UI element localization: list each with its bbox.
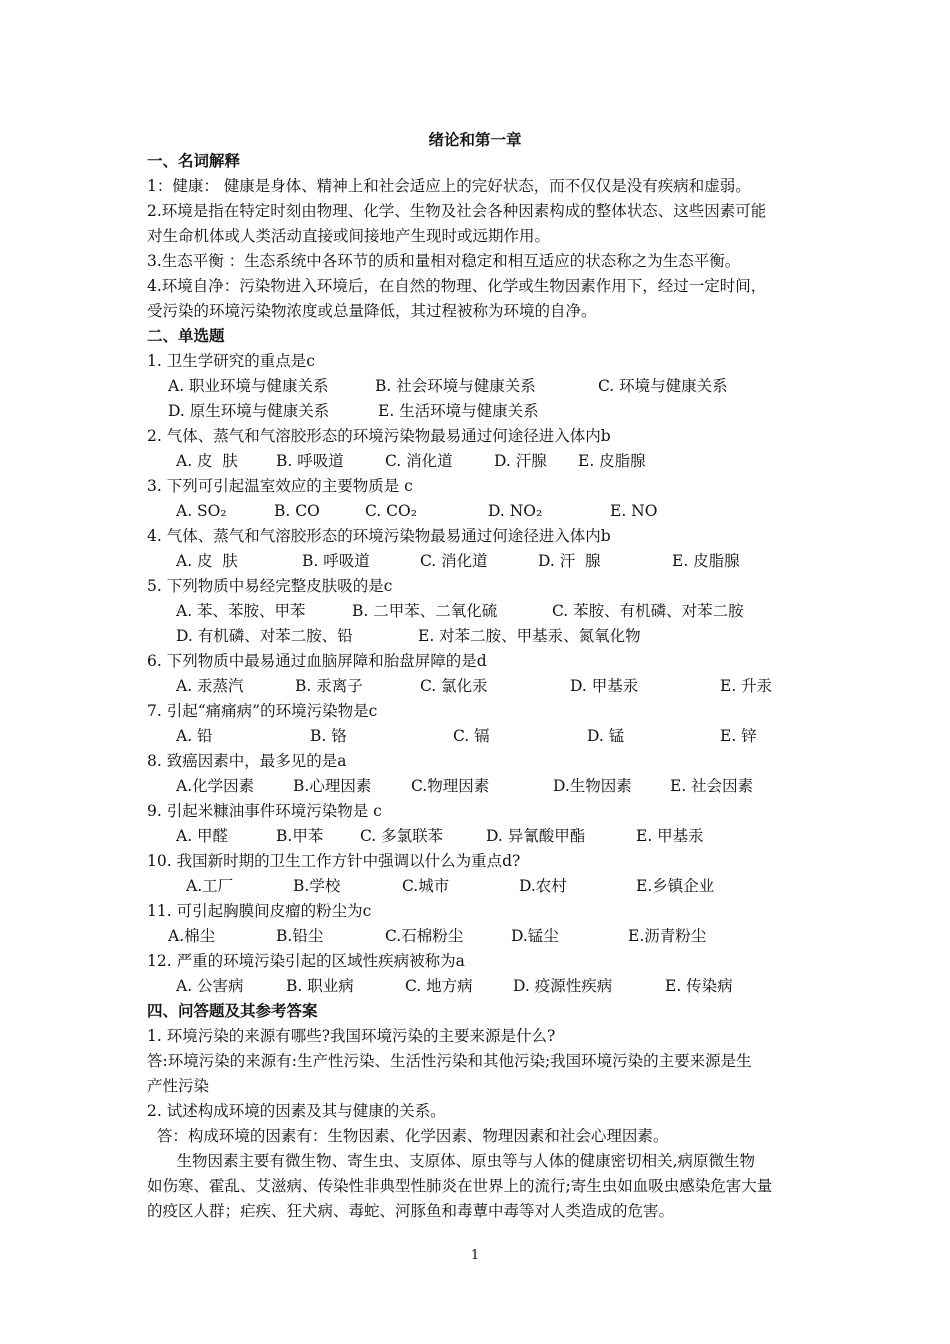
- answer-option: B. 职业病: [286, 977, 354, 995]
- question-text: 11. 可引起胸膜间皮瘤的粉尘为c: [147, 902, 372, 920]
- answer-option: B.心理因素: [293, 777, 372, 795]
- answer-option: A. 职业环境与健康关系: [168, 377, 329, 395]
- answer-option: C. 消化道: [420, 552, 488, 570]
- answer-option: D. 汗 腺: [538, 552, 601, 570]
- answer-option: D. 疫源性疾病: [513, 977, 613, 995]
- answer-option: E. 升汞: [720, 677, 773, 695]
- qa-line: 如伤寒、霍乱、艾滋病、传染性非典型性肺炎在世界上的流行;寄生虫如血吸虫感染危害大量: [147, 1177, 773, 1195]
- answer-option: C. 环境与健康关系: [598, 377, 728, 395]
- answer-option: E. 对苯二胺、甲基汞、氮氧化物: [418, 627, 641, 645]
- page-number: 1: [470, 1248, 480, 1263]
- question-text: 2. 气体、蒸气和气溶胶形态的环境污染物最易通过何途径进入体内b: [147, 427, 611, 445]
- answer-option: D.生物因素: [553, 777, 632, 795]
- answer-option: D. 原生环境与健康关系: [168, 402, 330, 420]
- answer-option: E. 社会因素: [670, 777, 754, 795]
- answer-option: B.铅尘: [276, 927, 324, 945]
- section-heading-qa: 四、问答题及其参考答案: [147, 1002, 318, 1020]
- answer-option: E. 甲基汞: [636, 827, 704, 845]
- answer-option: E.乡镇企业: [636, 877, 715, 895]
- answer-option: D. 锰: [587, 727, 625, 745]
- answer-option: B. 铬: [310, 727, 347, 745]
- answer-option: A.工厂: [186, 877, 234, 895]
- qa-line: 生物因素主要有微生物、寄生虫、支原体、原虫等与人体的健康密切相关,病原微生物: [147, 1152, 755, 1170]
- answer-option: C. 镉: [453, 727, 490, 745]
- answer-option: C. 消化道: [385, 452, 453, 470]
- question-text: 7. 引起“痛痛病”的环境污染物是c: [147, 702, 378, 720]
- section-heading-single-choice: 二、单选题: [147, 327, 225, 345]
- answer-option: D.锰尘: [511, 927, 559, 945]
- question-text: 10. 我国新时期的卫生工作方针中强调以什么为重点d?: [147, 852, 521, 870]
- answer-option: A. 公害病: [176, 977, 244, 995]
- question-text: 12. 严重的环境污染引起的区域性疾病被称为a: [147, 952, 465, 970]
- answer-option: B. CO: [274, 502, 320, 520]
- answer-option: A. 甲醛: [176, 827, 229, 845]
- answer-option: D. 汗腺: [494, 452, 547, 470]
- answer-option: A. 汞蒸汽: [176, 677, 244, 695]
- answer-option: C.石棉粉尘: [385, 927, 464, 945]
- answer-option: B. 呼吸道: [276, 452, 344, 470]
- answer-option: D. NO₂: [488, 502, 543, 520]
- answer-option: C. 地方病: [405, 977, 473, 995]
- answer-option: E. 锌: [720, 727, 757, 745]
- answer-option: E. 皮脂腺: [578, 452, 646, 470]
- answer-option: D.农村: [519, 877, 567, 895]
- answer-option: E. 传染病: [665, 977, 733, 995]
- definition-line: 3.生态平衡 ：生态系统中各环节的质和量相对稳定和相互适应的状态称之为生态平衡。: [147, 252, 741, 270]
- answer-option: C. 氯化汞: [420, 677, 488, 695]
- answer-option: C. 多氯联苯: [360, 827, 444, 845]
- definition-line: 1：健康： 健康是身体、精神上和社会适应上的完好状态，而不仅仅是没有疾病和虚弱。: [147, 177, 751, 195]
- answer-option: E.沥青粉尘: [628, 927, 707, 945]
- answer-option: A. 苯、苯胺、甲苯: [176, 602, 306, 620]
- answer-option: A. SO₂: [176, 502, 227, 520]
- question-text: 1. 卫生学研究的重点是c: [147, 352, 315, 370]
- definition-line: 对生命机体或人类活动直接或间接地产生现时或远期作用。: [147, 227, 551, 245]
- answer-option: C.物理因素: [411, 777, 490, 795]
- definition-line: 受污染的环境污染物浓度或总量降低，其过程被称为环境的自净。: [147, 302, 597, 320]
- answer-option: B.甲苯: [276, 827, 324, 845]
- qa-line: 1. 环境污染的来源有哪些?我国环境污染的主要来源是什么?: [147, 1027, 556, 1045]
- section-heading-definitions: 一、名词解释: [147, 152, 241, 170]
- answer-option: E. NO: [610, 502, 658, 520]
- answer-option: B. 呼吸道: [302, 552, 370, 570]
- answer-option: A.棉尘: [168, 927, 216, 945]
- answer-option: C. CO₂: [365, 502, 417, 520]
- page-title: 绪论和第一章: [428, 131, 522, 149]
- answer-option: A.化学因素: [176, 777, 255, 795]
- question-text: 8. 致癌因素中，最多见的是a: [147, 752, 347, 770]
- qa-line: 答：构成环境的因素有：生物因素、化学因素、物理因素和社会心理因素。: [147, 1127, 669, 1145]
- question-text: 4. 气体、蒸气和气溶胶形态的环境污染物最易通过何途径进入体内b: [147, 527, 611, 545]
- answer-option: A. 皮 肤: [176, 552, 238, 570]
- definition-line: 2.环境是指在特定时刻由物理、化学、生物及社会各种因素构成的整体状态、这些因素可能: [147, 202, 767, 220]
- answer-option: E. 生活环境与健康关系: [378, 402, 539, 420]
- answer-option: B.学校: [293, 877, 341, 895]
- qa-line: 2. 试述构成环境的因素及其与健康的关系。: [147, 1102, 446, 1120]
- answer-option: A. 铅: [176, 727, 213, 745]
- qa-line: 答:环境污染的来源有:生产性污染、生活性污染和其他污染;我国环境污染的主要来源是生: [147, 1052, 752, 1070]
- answer-option: B. 二甲苯、二氧化硫: [352, 602, 498, 620]
- question-text: 6. 下列物质中最易通过血脑屏障和胎盘屏障的是d: [147, 652, 487, 670]
- qa-line: 产性污染: [147, 1077, 210, 1095]
- answer-option: D. 甲基汞: [570, 677, 639, 695]
- answer-option: D. 有机磷、对苯二胺、铅: [176, 627, 353, 645]
- answer-option: E. 皮脂腺: [672, 552, 740, 570]
- qa-line: 的疫区人群；疟疾、狂犬病、毒蛇、河豚鱼和毒蕈中毒等对人类造成的危害。: [147, 1202, 675, 1220]
- definition-line: 4.环境自净：污染物进入环境后，在自然的物理、化学或生物因素作用下，经过一定时间，: [147, 277, 767, 295]
- answer-option: D. 异氰酸甲酯: [486, 827, 586, 845]
- answer-option: C.城市: [402, 877, 450, 895]
- answer-option: B. 社会环境与健康关系: [375, 377, 536, 395]
- answer-option: A. 皮 肤: [176, 452, 238, 470]
- question-text: 3. 下列可引起温室效应的主要物质是 c: [147, 477, 413, 495]
- question-text: 5. 下列物质中易经完整皮肤吸的是c: [147, 577, 393, 595]
- answer-option: B. 汞离子: [295, 677, 363, 695]
- question-text: 9. 引起米糠油事件环境污染物是 c: [147, 802, 382, 820]
- answer-option: C. 苯胺、有机磷、对苯二胺: [552, 602, 744, 620]
